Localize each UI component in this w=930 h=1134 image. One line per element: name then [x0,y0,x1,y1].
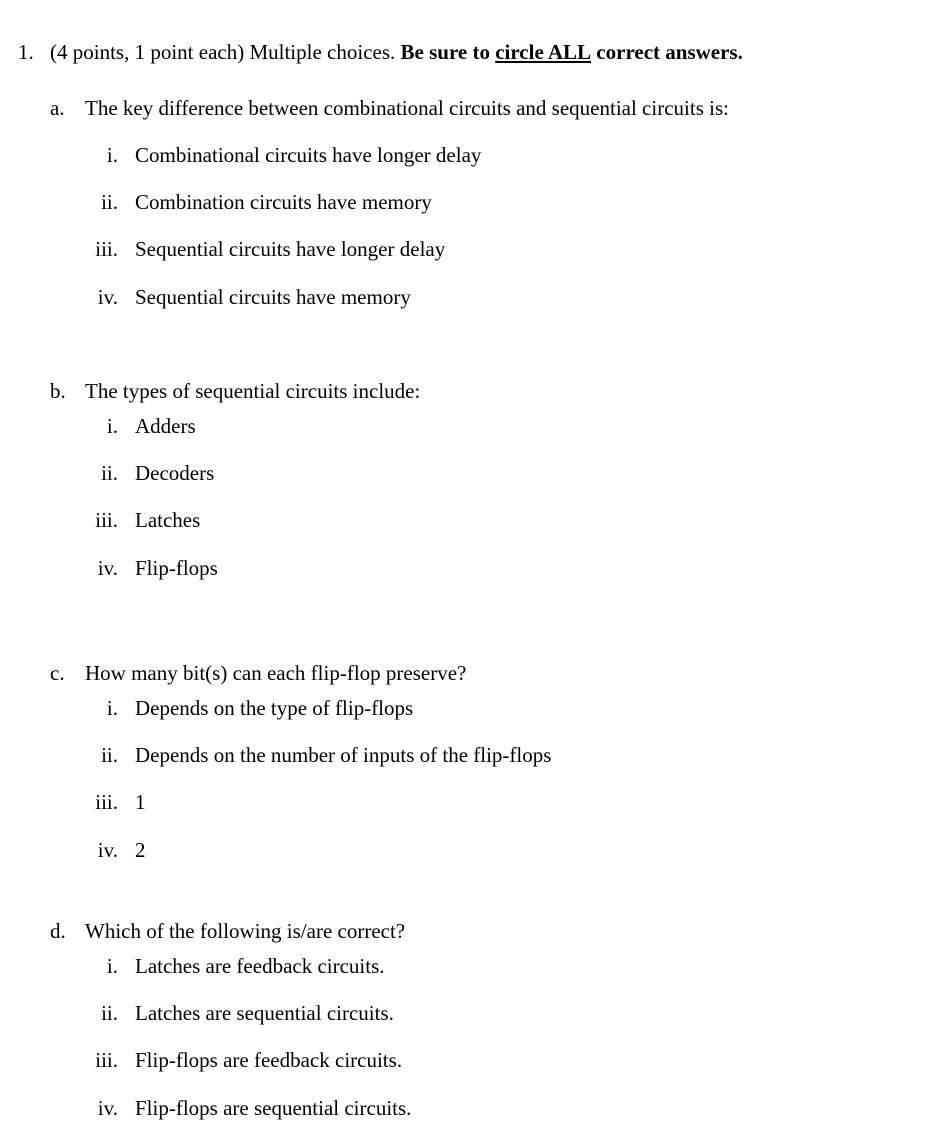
option-text[interactable]: Flip-flops are feedback circuits. [135,1048,403,1072]
option-text[interactable]: 1 [135,790,146,814]
part-letter: b. [50,379,66,403]
option-text[interactable]: Flip-flops [135,556,218,580]
option-text[interactable]: Latches [135,508,201,532]
option-numeral: i. [106,414,118,438]
option-numeral: i. [106,954,118,978]
option-numeral: i. [106,143,118,167]
option-text[interactable]: Sequential circuits have longer delay [135,237,446,261]
part-prompt: Which of the following is/are correct? [85,919,406,943]
option-text[interactable]: Depends on the number of inputs of the flip-flops [135,743,552,767]
option-text[interactable]: 2 [135,838,146,862]
option-numeral: iv. [97,1096,118,1120]
option-numeral: ii. [101,743,118,767]
option-numeral: iv. [97,838,118,862]
option-text[interactable]: Latches are feedback circuits. [135,954,385,978]
option-text[interactable]: Decoders [135,461,215,485]
option-numeral: ii. [101,1001,118,1025]
part-letter: d. [50,919,66,943]
option-text[interactable]: Flip-flops are sequential circuits. [135,1096,412,1120]
question-number: 1. [18,40,34,64]
part-letter: c. [50,661,65,685]
option-numeral: iii. [95,790,118,814]
instruction-post: correct answers. [596,40,743,64]
option-numeral: i. [106,696,118,720]
instruction-pre: Be sure to [400,40,490,64]
instruction-underlined: circle ALL [495,40,592,64]
option-numeral: iii. [95,1048,118,1072]
option-text[interactable]: Latches are sequential circuits. [135,1001,394,1025]
question-header [50,42,743,63]
part-prompt: The key difference between combinational circuits and sequential circuits is: [85,96,729,120]
question-intro: (4 points, 1 point each) Multiple choices. [50,40,396,64]
part-prompt: The types of sequential circuits include: [85,379,421,403]
option-numeral: iii. [95,237,118,261]
option-text[interactable]: Adders [135,414,196,438]
option-numeral: ii. [101,461,118,485]
option-numeral: iii. [95,508,118,532]
option-text[interactable]: Sequential circuits have memory [135,285,411,309]
option-numeral: ii. [101,190,118,214]
part-prompt: How many bit(s) can each flip-flop preserve? [85,661,467,685]
option-numeral: iv. [97,556,118,580]
option-text[interactable]: Combination circuits have memory [135,190,432,214]
option-text[interactable]: Combinational circuits have longer delay [135,143,482,167]
option-text[interactable]: Depends on the type of flip-flops [135,696,414,720]
part-letter: a. [50,96,65,120]
option-numeral: iv. [97,285,118,309]
